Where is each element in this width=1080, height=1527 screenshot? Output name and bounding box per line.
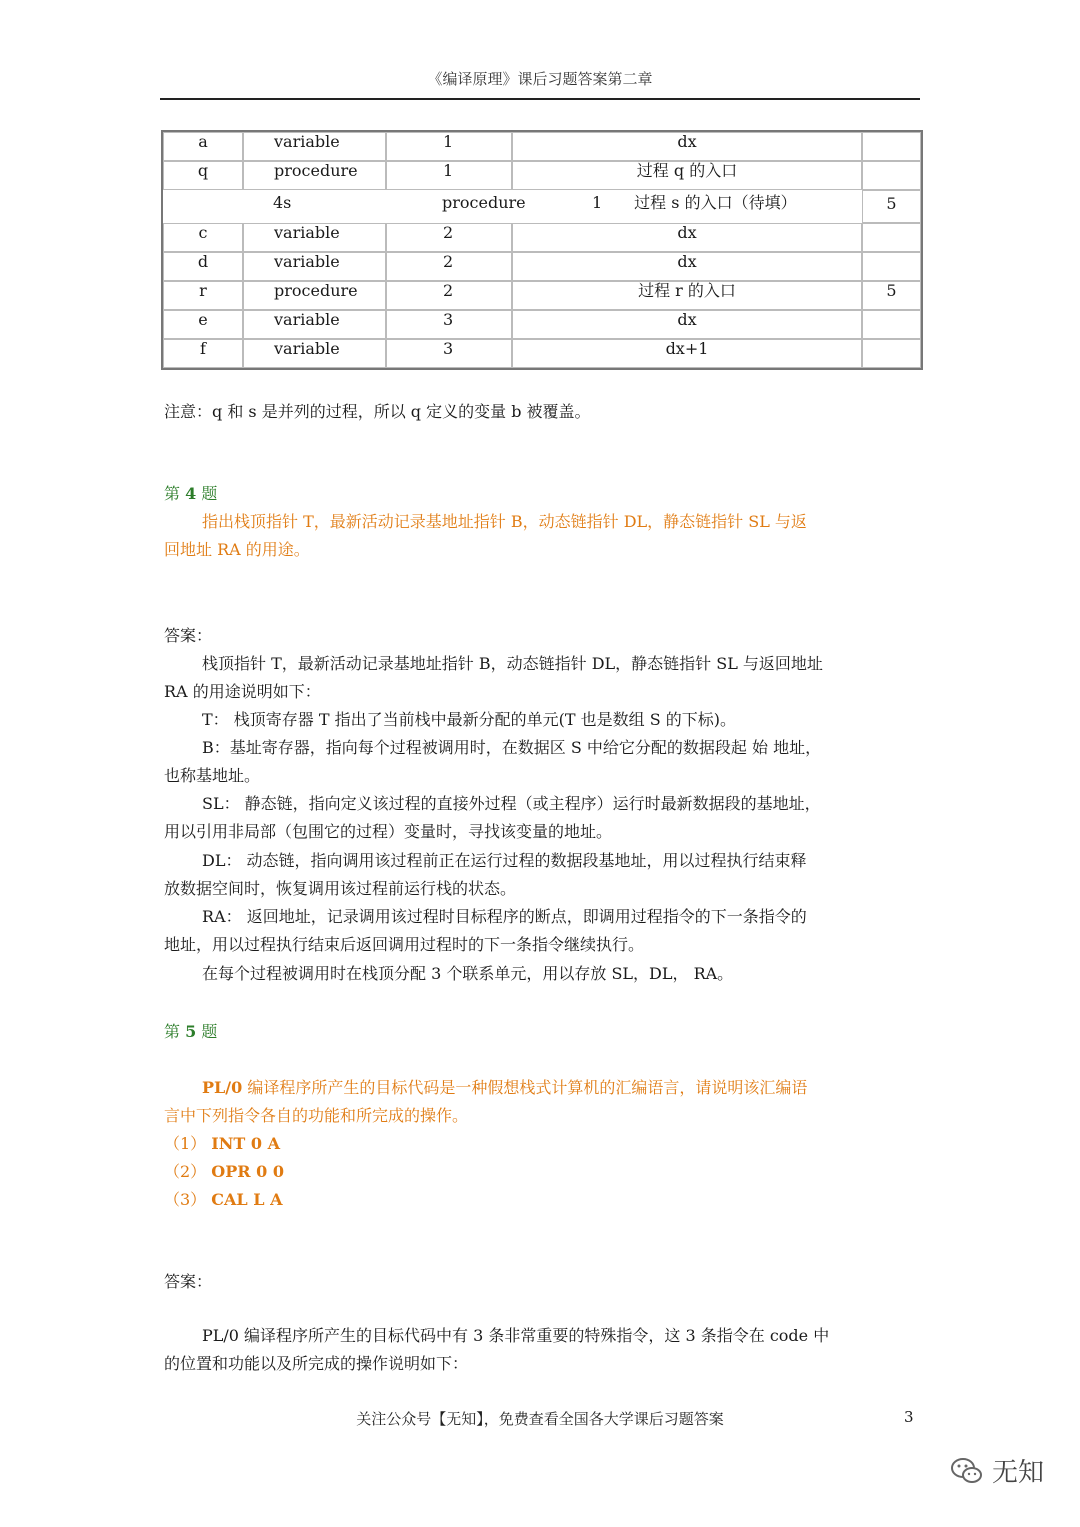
symbol-table xyxy=(161,130,923,370)
a4-b-desc-line1: B：基址寄存器，指向每个过程被调用时，在数据区 S 中给它分配的数据段起 始 地址， xyxy=(202,738,822,757)
q5-pl0-label: PL/0 xyxy=(202,1078,243,1097)
table-row xyxy=(163,223,921,252)
a4-label: 答案： xyxy=(164,626,213,645)
watermark xyxy=(950,1452,1044,1489)
table-row xyxy=(163,252,921,281)
a4-summary: 在每个过程被调用时在栈顶分配 3 个联系单元，用以存放 SL，DL， RA。 xyxy=(202,964,734,983)
q5-question-line1 xyxy=(164,1074,884,1102)
table-cell: variable xyxy=(243,132,386,161)
page-footer-text: 关注公众号【无知】，免费查看全国各大学课后习题答案 xyxy=(356,1410,724,1428)
table-cell: procedure xyxy=(243,281,386,310)
table-cell: dx xyxy=(512,310,862,339)
q5-item-code: CAL L A xyxy=(211,1190,283,1209)
table-cell: 5 xyxy=(862,190,921,223)
table-row xyxy=(163,339,921,368)
a4-b-desc-line2: 也称基地址。 xyxy=(164,766,261,785)
table-cell: procedure xyxy=(243,161,386,190)
table-cell: variable xyxy=(243,223,386,252)
table-cell xyxy=(862,310,921,339)
table-cell: dx+1 xyxy=(512,339,862,368)
table-cell: 1 过程 s 的入口（待填） xyxy=(592,193,797,212)
q5-question-line1-rest: 编译程序所产生的目标代码是一种假想栈式计算机的汇编语言，请说明该汇编语 xyxy=(242,1078,808,1097)
q5-item-2 xyxy=(164,1158,884,1186)
a4-dl-desc-line2: 放数据空间时，恢复调用该过程前运行栈的状态。 xyxy=(164,879,517,898)
table-cell: 过程 q 的入口 xyxy=(512,161,862,190)
table-cell: variable xyxy=(243,310,386,339)
a4-ra-desc-line2: 地址，用以过程执行结束后返回调用过程时的下一条指令继续执行。 xyxy=(164,935,645,954)
q5-heading-prefix: 第 xyxy=(164,1022,186,1041)
table-cell: c xyxy=(163,223,243,252)
table-row xyxy=(163,190,921,223)
table-row xyxy=(163,281,921,310)
q5-heading xyxy=(164,1018,884,1046)
q5-item-1 xyxy=(164,1130,884,1158)
table-cell: procedure xyxy=(442,193,526,212)
table-cell: 过程 r 的入口 xyxy=(512,281,862,310)
table-cell: f xyxy=(163,339,243,368)
table-cell: 1 xyxy=(386,161,512,190)
watermark-text: 无知 xyxy=(992,1458,1045,1488)
q4-heading-number: 4 xyxy=(185,484,197,503)
q5-item-3 xyxy=(164,1186,884,1214)
q5-item-code: INT 0 A xyxy=(211,1134,280,1153)
table-row xyxy=(163,132,921,161)
table-cell xyxy=(862,252,921,281)
table-cell: 1 xyxy=(386,132,512,161)
q5-item-number: （1） xyxy=(164,1134,207,1153)
table-cell: variable xyxy=(243,252,386,281)
table-cell xyxy=(862,223,921,252)
q4-heading-suffix: 题 xyxy=(196,484,218,503)
q5-heading-suffix: 题 xyxy=(196,1022,218,1041)
q5-heading-number: 5 xyxy=(185,1022,197,1041)
table-cell xyxy=(862,132,921,161)
a5-line1: PL/0 编译程序所产生的目标代码中有 3 条非常重要的特殊指令，这 3 条指令在 code 中 xyxy=(202,1326,830,1345)
a4-intro-line2: RA 的用途说明如下： xyxy=(164,682,321,701)
q5-item-number: （3） xyxy=(164,1190,207,1209)
table-row xyxy=(163,161,921,190)
q4-question-line1: 指出栈顶指针 T，最新活动记录基地址指针 B，动态链指针 DL，静态链指针 SL 与返 xyxy=(202,512,807,531)
header-rule xyxy=(160,98,920,100)
table-cell: e xyxy=(163,310,243,339)
table-cell: a xyxy=(163,132,243,161)
table-note: 注意：q 和 s 是并列的过程，所以 q 定义的变量 b 被覆盖。 xyxy=(164,402,591,421)
q5-question-line2: 言中下列指令各自的功能和所完成的操作。 xyxy=(164,1106,469,1125)
q4-heading-prefix: 第 xyxy=(164,484,186,503)
table-cell: dx xyxy=(512,252,862,281)
a5-line2: 的位置和功能以及所完成的操作说明如下： xyxy=(164,1354,469,1373)
a4-intro-line1: 栈顶指针 T，最新活动记录基地址指针 B，动态链指针 DL，静态链指针 SL 与返回地址 xyxy=(202,654,823,673)
a4-dl-desc-line1: DL： 动态链，指向调用该过程前正在运行过程的数据段基地址，用以过程执行结束释 xyxy=(202,851,807,870)
table-cell xyxy=(163,190,243,223)
table-cell: variable xyxy=(243,339,386,368)
table-row xyxy=(163,310,921,339)
table-cell: 4s xyxy=(273,193,292,212)
table-cell xyxy=(862,161,921,190)
table-cell: 2 xyxy=(386,281,512,310)
q5-item-number: （2） xyxy=(164,1162,207,1181)
a4-t-desc: T： 栈顶寄存器 T 指出了当前栈中最新分配的单元(T 也是数组 S 的下标)。 xyxy=(202,710,736,729)
a4-ra-desc-line1: RA： 返回地址，记录调用该过程时目标程序的断点，即调用过程指令的下一条指令的 xyxy=(202,907,807,926)
table-cell: 2 xyxy=(386,252,512,281)
table-cell: d xyxy=(163,252,243,281)
table-cell: 2 xyxy=(386,223,512,252)
table-cell: 3 xyxy=(386,339,512,368)
q4-heading xyxy=(164,480,884,508)
a4-sl-desc-line1: SL： 静态链，指向定义该过程的直接外过程（或主程序）运行时最新数据段的基地址， xyxy=(202,794,821,813)
a5-label: 答案： xyxy=(164,1272,213,1291)
table-cell: 3 xyxy=(386,310,512,339)
table-cell: 5 xyxy=(862,281,921,310)
table-cell: q xyxy=(163,161,243,190)
q4-question-line2: 回地址 RA 的用途。 xyxy=(164,540,310,559)
a4-sl-desc-line2: 用以引用非局部（包围它的过程）变量时，寻找该变量的地址。 xyxy=(164,822,613,841)
table-cell: dx xyxy=(512,223,862,252)
table-cell: r xyxy=(163,281,243,310)
page-number: 3 xyxy=(904,1408,914,1426)
page-header-title: 《编译原理》课后习题答案第二章 xyxy=(427,70,653,88)
table-cell: dx xyxy=(512,132,862,161)
wechat-icon xyxy=(950,1456,984,1486)
table-cell xyxy=(862,339,921,368)
q5-item-code: OPR 0 0 xyxy=(211,1162,284,1181)
